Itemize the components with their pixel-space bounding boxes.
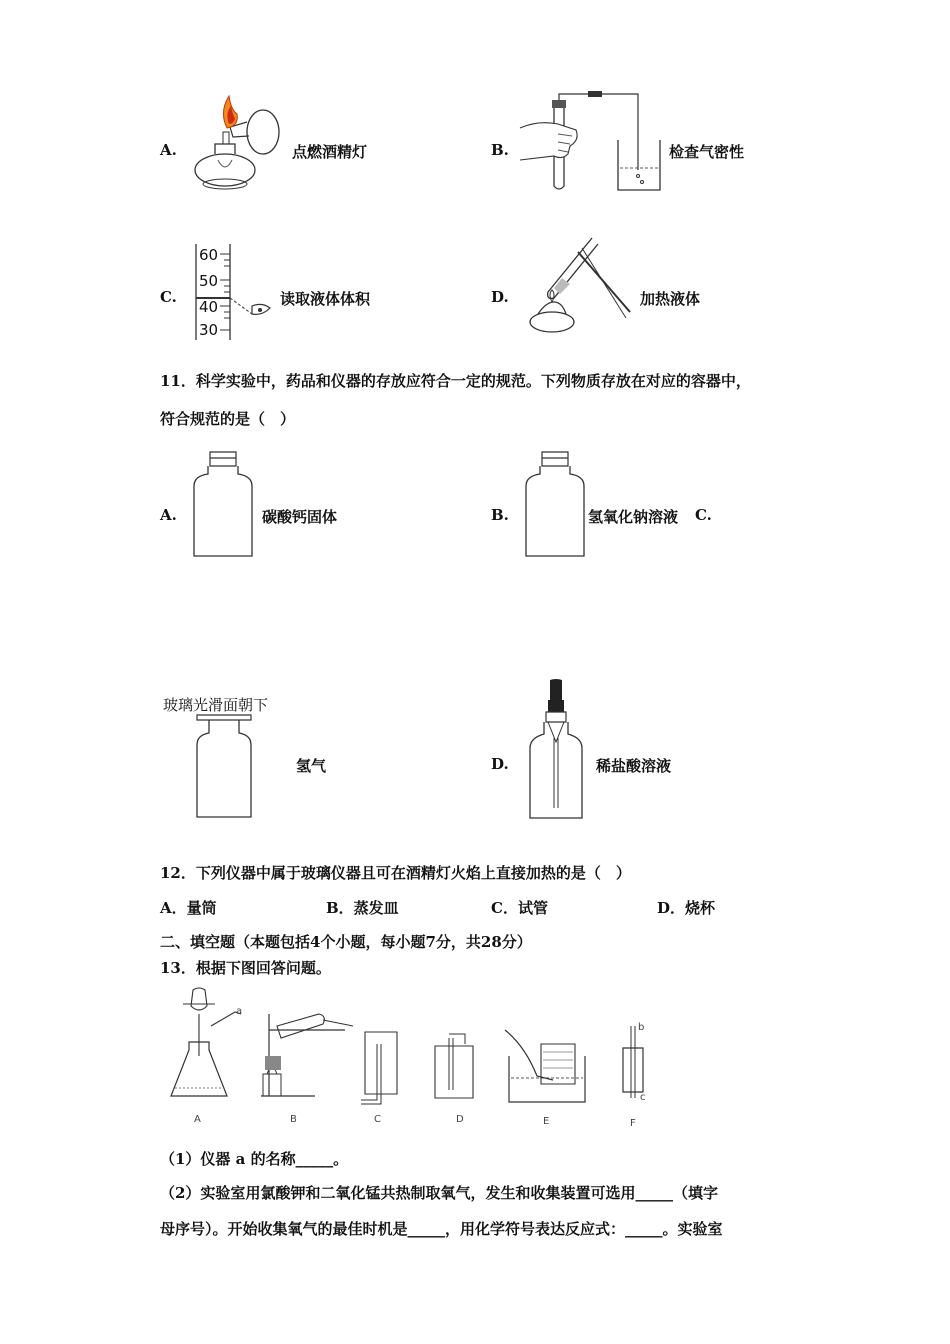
- q13-label-c: c: [640, 1092, 646, 1103]
- q10-c-tick-50: 50: [199, 272, 219, 290]
- q13-sub2-line1: （2）实验室用氯酸钾和二氧化锰共热制取氧气，发生和收集装置可选用_____（填字: [160, 1184, 718, 1202]
- q13-fig-D: D: [456, 1114, 464, 1125]
- q11-stem-line2: 符合规范的是（ ）: [160, 410, 296, 428]
- q11-stem-line1: 11．科学实验中，药品和仪器的存放应符合一定的规范。下列物质存放在对应的容器中，: [160, 372, 751, 390]
- q10-a-alcohol-lamp-image: [185, 92, 285, 197]
- q11-option-c-label: 氢气: [296, 757, 327, 775]
- q11-b-reagent-bottle-image: [524, 450, 586, 560]
- q10-c-tick-60: 60: [199, 246, 219, 264]
- q10-c-tick-30: 30: [199, 321, 219, 339]
- q11-option-a-letter: A.: [160, 506, 177, 524]
- q11-a-wide-mouth-bottle-image: [192, 450, 254, 560]
- q10-option-d-letter: D.: [491, 288, 509, 306]
- q13-fig-B: B: [290, 1114, 297, 1125]
- q13-sub1: （1）仪器 a 的名称_____。: [160, 1150, 349, 1168]
- q12-option-a: A．量筒: [160, 899, 217, 917]
- q11-option-b-label: 氢氧化钠溶液: [588, 508, 679, 526]
- q11-option-d-label: 稀盐酸溶液: [596, 757, 672, 775]
- q10-option-b-label: 检查气密性: [669, 143, 745, 161]
- q10-c-tick-40: 40: [199, 298, 219, 316]
- q10-b-airtightness-check-image: [518, 90, 668, 195]
- q10-option-b-letter: B.: [491, 141, 509, 159]
- q10-option-a-letter: A.: [160, 141, 177, 159]
- q13-sub2-line2: 母序号）。开始收集氧气的最佳时机是_____，用化学符号表达反应式：_____。实验室: [160, 1220, 723, 1238]
- q13-label-a: a: [236, 1006, 243, 1017]
- q11-d-dropper-bottle-image: [528, 678, 584, 820]
- q12-option-d: D．烧杯: [657, 899, 716, 917]
- q10-option-c-label: 读取液体体积: [280, 290, 371, 308]
- q11-option-b-letter: B.: [491, 506, 509, 524]
- q11-c-gas-bottle-image: [195, 713, 253, 819]
- q12-option-c: C．试管: [491, 899, 548, 917]
- q13-fig-F: F: [630, 1118, 636, 1129]
- q13-stem: 13．根据下图回答问题。: [160, 959, 331, 977]
- q11-option-a-label: 碳酸钙固体: [262, 508, 338, 526]
- q11-option-d-letter: D.: [491, 755, 509, 773]
- q13-fig-E: E: [543, 1116, 550, 1127]
- q11-c-note: 玻璃光滑面朝下: [163, 696, 269, 714]
- q13-label-b: b: [638, 1022, 645, 1033]
- q13-fig-C: C: [374, 1114, 381, 1125]
- q11-option-c-letter: C.: [695, 506, 712, 524]
- q10-d-heating-liquid-image: [518, 232, 638, 342]
- q10-option-c-letter: C.: [160, 288, 177, 306]
- section2-heading: 二、填空题（本题包括4个小题，每小题7分，共28分）: [160, 933, 532, 951]
- q12-stem: 12．下列仪器中属于玻璃仪器且可在酒精灯火焰上直接加热的是（ ）: [160, 864, 631, 882]
- q10-option-d-label: 加热液体: [640, 290, 701, 308]
- q10-option-a-label: 点燃酒精灯: [292, 143, 368, 161]
- q12-option-b: B．蒸发皿: [326, 899, 399, 917]
- q13-fig-A: A: [194, 1114, 201, 1125]
